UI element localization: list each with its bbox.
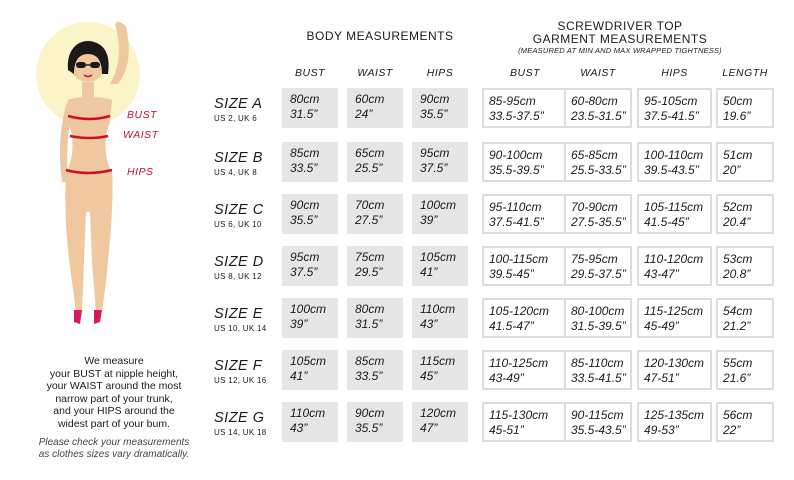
- col-header-garment-waist: WAIST: [580, 67, 616, 79]
- body-cell: [347, 142, 403, 182]
- cm-range: 90-100cm: [489, 148, 543, 162]
- garment-cell: [564, 350, 632, 390]
- inch-range: 19.6”: [723, 108, 751, 123]
- check-line: Please check your measurements: [38, 437, 190, 448]
- inch-value: 37.5”: [290, 264, 318, 279]
- inch-value: 35.5”: [355, 420, 383, 435]
- cm-value: 80cm: [290, 92, 320, 106]
- inch-value: 33.5”: [290, 160, 318, 175]
- inch-range: 35.5-43.5”: [571, 422, 626, 437]
- cm-range: 120-130cm: [644, 356, 705, 370]
- garment-cell: [637, 350, 712, 390]
- bust-label: BUST: [127, 109, 158, 121]
- size-name: SIZE G: [214, 410, 265, 426]
- size-name: SIZE E: [214, 306, 263, 322]
- garment-cell: [637, 88, 712, 128]
- note-line: We measure: [84, 355, 144, 367]
- inch-range: 33.5-41.5”: [571, 370, 626, 385]
- inch-value: 43”: [290, 420, 308, 435]
- inch-range: 41.5-45”: [644, 214, 689, 229]
- inch-range: 43-47”: [644, 266, 679, 281]
- body-cell: [347, 88, 403, 128]
- cm-value: 100cm: [290, 302, 327, 316]
- left-lens: [76, 62, 86, 68]
- cm-value: 70cm: [355, 198, 385, 212]
- note-line: widest part of your bum.: [57, 417, 171, 430]
- garment-cell: [637, 194, 712, 234]
- cm-value: 105cm: [290, 354, 327, 368]
- cm-range: 105-115cm: [644, 200, 704, 214]
- garment-cell: [482, 298, 568, 338]
- body-measurements-header: BODY MEASUREMENTS: [306, 29, 454, 43]
- cm-value: 95cm: [290, 250, 320, 264]
- inch-value: 39”: [290, 316, 308, 331]
- garment-cell: [716, 246, 774, 286]
- cm-value: 100cm: [420, 198, 457, 212]
- inch-range: 20.8”: [723, 266, 751, 281]
- inch-value: 45”: [420, 368, 438, 383]
- inch-value: 35.5”: [420, 106, 448, 121]
- inch-range: 22”: [723, 422, 741, 437]
- body-cell: [412, 142, 468, 182]
- measurement-note: [14, 355, 214, 431]
- garment-cell: [716, 298, 774, 338]
- cm-range: 75-95cm: [571, 252, 618, 266]
- inch-range: 35.5-39.5”: [489, 162, 544, 177]
- col-header-body-waist: WAIST: [357, 67, 393, 79]
- cm-value: 90cm: [290, 198, 320, 212]
- inch-range: 20.4”: [723, 214, 751, 229]
- body-cell: [347, 402, 403, 442]
- size-us-uk: US 2, UK 6: [214, 114, 258, 123]
- inch-value: 29.5”: [355, 264, 383, 279]
- measurement-check-note: [14, 437, 214, 461]
- cm-value: 95cm: [420, 146, 450, 160]
- inch-range: 21.6”: [723, 370, 751, 385]
- garment-cell: [482, 350, 568, 390]
- body-cell: [282, 194, 338, 234]
- legs: [65, 170, 112, 312]
- body-cell: [282, 88, 338, 128]
- cm-range: 80-100cm: [571, 304, 625, 318]
- cm-value: 110cm: [420, 302, 456, 316]
- cm-range: 110-125cm: [489, 356, 549, 370]
- left-shoe: [74, 310, 82, 324]
- waist-label: WAIST: [123, 129, 159, 141]
- size-name: SIZE F: [214, 358, 263, 374]
- inch-range: 20”: [723, 162, 741, 177]
- inch-value: 41”: [420, 264, 438, 279]
- cm-range: 90-115cm: [571, 408, 624, 422]
- torso: [68, 97, 112, 170]
- inch-range: 41.5-47”: [489, 318, 534, 333]
- inch-range: 43-49”: [489, 370, 524, 385]
- hips-label: HIPS: [127, 166, 154, 178]
- cm-range: 115-130cm: [489, 408, 549, 422]
- garment-header-line1: SCREWDRIVER TOP: [557, 19, 683, 33]
- cm-range: 52cm: [723, 200, 753, 214]
- size-name: SIZE D: [214, 254, 264, 270]
- cm-range: 125-135cm: [644, 408, 705, 422]
- inch-range: 33.5-37.5”: [489, 108, 544, 123]
- cm-range: 54cm: [723, 304, 753, 318]
- inch-range: 37.5-41.5”: [489, 214, 544, 229]
- inch-range: 21.2”: [723, 318, 751, 333]
- body-cell: [347, 298, 403, 338]
- inch-value: 25.5”: [355, 160, 383, 175]
- cm-range: 110-120cm: [644, 252, 704, 266]
- body-cell: [282, 246, 338, 286]
- right-lens: [90, 62, 100, 68]
- cm-range: 100-115cm: [489, 252, 549, 266]
- cm-value: 110cm: [290, 406, 326, 420]
- inch-range: 37.5-41.5”: [644, 108, 699, 123]
- body-cell: [412, 194, 468, 234]
- inch-range: 45-49”: [644, 318, 679, 333]
- garment-header-sub: (MEASURED AT MIN AND MAX WRAPPED TIGHTNESS): [518, 46, 722, 55]
- note-line: narrow part of your trunk,: [55, 392, 173, 405]
- garment-cell: [564, 88, 632, 128]
- garment-cell: [482, 246, 568, 286]
- inch-range: 29.5-37.5”: [571, 266, 626, 281]
- cm-value: 120cm: [420, 406, 457, 420]
- inch-range: 45-51”: [489, 422, 524, 437]
- garment-cell: [564, 298, 632, 338]
- cm-value: 85cm: [355, 354, 385, 368]
- garment-cell: [716, 88, 774, 128]
- body-cell: [412, 246, 468, 286]
- size-us-uk: US 4, UK 8: [214, 168, 258, 177]
- cm-range: 105-120cm: [489, 304, 550, 318]
- garment-cell: [716, 350, 774, 390]
- cm-range: 115-125cm: [644, 304, 704, 318]
- inch-range: 25.5-33.5”: [571, 162, 626, 177]
- size-us-uk: US 6, UK 10: [214, 220, 262, 229]
- figure-svg: [30, 12, 180, 342]
- inch-value: 33.5”: [355, 368, 383, 383]
- garment-cell: [482, 88, 568, 128]
- inch-value: 31.5”: [355, 316, 383, 331]
- size-us-uk: US 14, UK 18: [214, 428, 267, 437]
- garment-cell: [637, 142, 712, 182]
- body-cell: [347, 194, 403, 234]
- note-line: your WAIST around the most: [46, 380, 182, 393]
- woman-figure-illustration: [30, 12, 180, 342]
- inch-range: 31.5-39.5”: [571, 318, 626, 333]
- cm-value: 65cm: [355, 146, 385, 160]
- inch-value: 43”: [420, 316, 438, 331]
- cm-value: 75cm: [355, 250, 385, 264]
- inch-value: 24”: [355, 106, 373, 121]
- inch-range: 23.5-31.5”: [571, 108, 626, 123]
- cm-range: 60-80cm: [571, 94, 618, 108]
- garment-cell: [637, 298, 712, 338]
- garment-cell: [716, 142, 774, 182]
- cm-value: 80cm: [355, 302, 385, 316]
- garment-cell: [482, 142, 568, 182]
- garment-cell: [482, 194, 568, 234]
- size-name: SIZE C: [214, 202, 264, 218]
- cm-value: 90cm: [355, 406, 385, 420]
- cm-value: 90cm: [420, 92, 450, 106]
- size-name: SIZE B: [214, 150, 263, 166]
- cm-range: 70-90cm: [571, 200, 618, 214]
- garment-cell: [716, 402, 774, 442]
- garment-cell: [564, 194, 632, 234]
- cm-range: 53cm: [723, 252, 753, 266]
- col-header-garment-length: LENGTH: [722, 67, 768, 79]
- col-header-garment-bust: BUST: [509, 67, 540, 79]
- size-us-uk: US 10, UK 14: [214, 324, 267, 333]
- garment-cell: [564, 246, 632, 286]
- body-cell: [282, 350, 338, 390]
- body-cell: [412, 402, 468, 442]
- cm-range: 100-110cm: [644, 148, 704, 162]
- col-header-body-bust: BUST: [294, 67, 325, 79]
- body-cell: [282, 142, 338, 182]
- inch-value: 31.5”: [290, 106, 318, 121]
- note-line: and your HIPS around the: [53, 405, 175, 418]
- garment-cell: [564, 142, 632, 182]
- garment-cell: [637, 246, 712, 286]
- body-cell: [412, 88, 468, 128]
- inch-range: 47-51”: [644, 370, 679, 385]
- garment-header-line2: GARMENT MEASUREMENTS: [532, 32, 708, 46]
- garment-cell: [716, 194, 774, 234]
- inch-value: 27.5”: [355, 212, 383, 227]
- cm-range: 95-105cm: [644, 94, 698, 108]
- cm-range: 85-95cm: [489, 94, 536, 108]
- body-cell: [347, 246, 403, 286]
- inch-range: 27.5-35.5”: [571, 214, 626, 229]
- size-us-uk: US 12, UK 16: [214, 376, 267, 385]
- cm-range: 56cm: [723, 408, 753, 422]
- cm-range: 50cm: [723, 94, 753, 108]
- inch-value: 37.5”: [420, 160, 448, 175]
- col-header-body-hips: HIPS: [426, 67, 454, 79]
- size-name: SIZE A: [214, 96, 263, 112]
- right-shoe: [94, 310, 102, 324]
- check-line: as clothes sizes vary dramatically.: [38, 449, 190, 460]
- body-cell: [282, 402, 338, 442]
- col-header-garment-hips: HIPS: [661, 67, 688, 79]
- cm-value: 85cm: [290, 146, 320, 160]
- body-cell: [412, 350, 468, 390]
- size-us-uk: US 8, UK 12: [214, 272, 262, 281]
- inch-range: 39.5-45”: [489, 266, 534, 281]
- inch-range: 49-53”: [644, 422, 679, 437]
- garment-cell: [482, 402, 568, 442]
- cm-value: 105cm: [420, 250, 457, 264]
- cm-range: 85-110cm: [571, 356, 624, 370]
- cm-value: 60cm: [355, 92, 385, 106]
- body-cell: [347, 350, 403, 390]
- inch-value: 41”: [290, 368, 308, 383]
- inch-value: 35.5”: [290, 212, 318, 227]
- note-line: your BUST at nipple height,: [49, 367, 179, 380]
- inch-value: 47”: [420, 420, 438, 435]
- cm-range: 65-85cm: [571, 148, 618, 162]
- cm-range: 95-110cm: [489, 200, 542, 214]
- garment-cell: [564, 402, 632, 442]
- cm-value: 115cm: [420, 354, 456, 368]
- cm-range: 51cm: [723, 148, 753, 162]
- body-cell: [412, 298, 468, 338]
- cm-range: 55cm: [723, 356, 753, 370]
- inch-range: 39.5-43.5”: [644, 162, 699, 177]
- body-cell: [282, 298, 338, 338]
- inch-value: 39”: [420, 212, 438, 227]
- garment-cell: [637, 402, 712, 442]
